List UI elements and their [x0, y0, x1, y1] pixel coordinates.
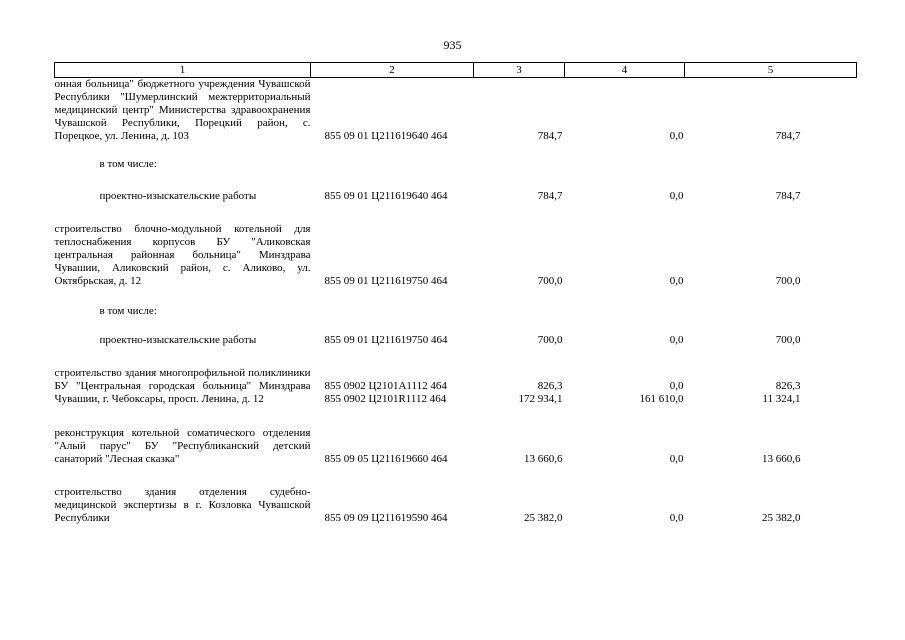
header-col-5: 5 — [685, 63, 857, 78]
row-value-col3: 700,0 — [537, 334, 563, 346]
row-description: онная больница" бюджетного учреждения Чувашской Республики "Шумерлинский межтерриториальный медицинский центр" Министерства здравоохранения Чувашской Республики, Порецкий район, с. Порецкое, ул. Ленина, д. 103 — [54, 78, 311, 142]
table-row — [55, 466, 857, 525]
row-description: строительство здания многопрофильной поликлиники БУ "Центральная городская больница" Минздрава Чувашии, г. Чебоксары, просп. Ленина, д. 12 — [54, 367, 311, 405]
row-code: 855 09 09 Ц211619590 464 — [324, 512, 448, 524]
row-value-col4: 0,0 — [669, 512, 684, 524]
row-description: строительство здания отделения судебно-медицинской экспертизы в г. Козловка Чувашской Республики — [54, 486, 311, 524]
row-value-col4: 0,0 — [669, 130, 684, 142]
row-value-col5: 700,0 — [775, 275, 801, 287]
row-code: 855 0902 Ц2101А1112 464 855 0902 Ц2101R1112 464 — [324, 380, 447, 405]
row-code — [311, 143, 474, 171]
row-value-col4: 0,0 — [669, 334, 684, 346]
table-row — [55, 318, 857, 347]
row-value-col5: 25 382,0 — [762, 512, 801, 524]
header-col-1: 1 — [55, 63, 311, 78]
row-code: 855 09 01 Ц211619640 464 — [324, 130, 448, 142]
row-value-col5 — [685, 288, 857, 318]
row-value-col3: 784,7 — [537, 130, 563, 142]
row-value-col3: 25 382,0 — [524, 512, 563, 524]
row-code: 855 09 01 Ц211619750 464 — [324, 334, 448, 346]
row-value-col3 — [474, 143, 565, 171]
table-row — [55, 347, 857, 406]
table-row — [55, 288, 857, 318]
header-col-3: 3 — [474, 63, 565, 78]
row-description: реконструкция котельной соматического отделения "Алый парус" БУ "Республиканский детский санаторий "Лесная сказка" — [54, 427, 311, 465]
row-value-col4 — [565, 288, 685, 318]
row-value-col4 — [565, 143, 685, 171]
row-description: в том числе: — [99, 305, 157, 317]
row-value-col5: 13 660,6 — [762, 453, 801, 465]
row-description: проектно-изыскательские работы — [99, 190, 257, 202]
row-value-col4: 0,0 161 610,0 — [639, 380, 684, 405]
header-col-2: 2 — [311, 63, 474, 78]
row-code: 855 09 05 Ц211619660 464 — [324, 453, 448, 465]
row-code: 855 09 01 Ц211619640 464 — [324, 190, 448, 202]
row-value-col5: 784,7 — [775, 130, 801, 142]
budget-table — [54, 62, 857, 525]
row-code — [311, 288, 474, 318]
table-row — [55, 406, 857, 466]
header-row — [55, 63, 857, 78]
row-value-col3: 784,7 — [537, 190, 563, 202]
row-value-col3 — [474, 288, 565, 318]
row-description: строительство блочно-модульной котельной для теплоснабжения корпусов БУ "Аликовская центральная районная больница" Минздрава Чувашии, Аликовский район, с. Аликово, ул. Октябрьская, д. 12 — [54, 223, 311, 287]
row-value-col3: 826,3 172 934,1 — [518, 380, 563, 405]
row-description: проектно-изыскательские работы — [99, 334, 257, 346]
table-body — [55, 78, 857, 526]
row-code: 855 09 01 Ц211619750 464 — [324, 275, 448, 287]
table-header — [55, 63, 857, 78]
page-number: 935 — [443, 38, 462, 52]
table-row — [55, 203, 857, 288]
row-value-col5 — [685, 143, 857, 171]
row-description: в том числе: — [99, 158, 157, 170]
row-value-col5: 784,7 — [775, 190, 801, 202]
row-value-col3: 13 660,6 — [524, 453, 563, 465]
table-row — [55, 78, 857, 144]
table-row — [55, 143, 857, 171]
row-value-col4: 0,0 — [669, 190, 684, 202]
header-col-4: 4 — [565, 63, 685, 78]
table-row — [55, 171, 857, 203]
row-value-col4: 0,0 — [669, 275, 684, 287]
row-value-col3: 700,0 — [537, 275, 563, 287]
row-value-col5: 700,0 — [775, 334, 801, 346]
row-value-col5: 826,3 11 324,1 — [762, 380, 801, 405]
row-value-col4: 0,0 — [669, 453, 684, 465]
